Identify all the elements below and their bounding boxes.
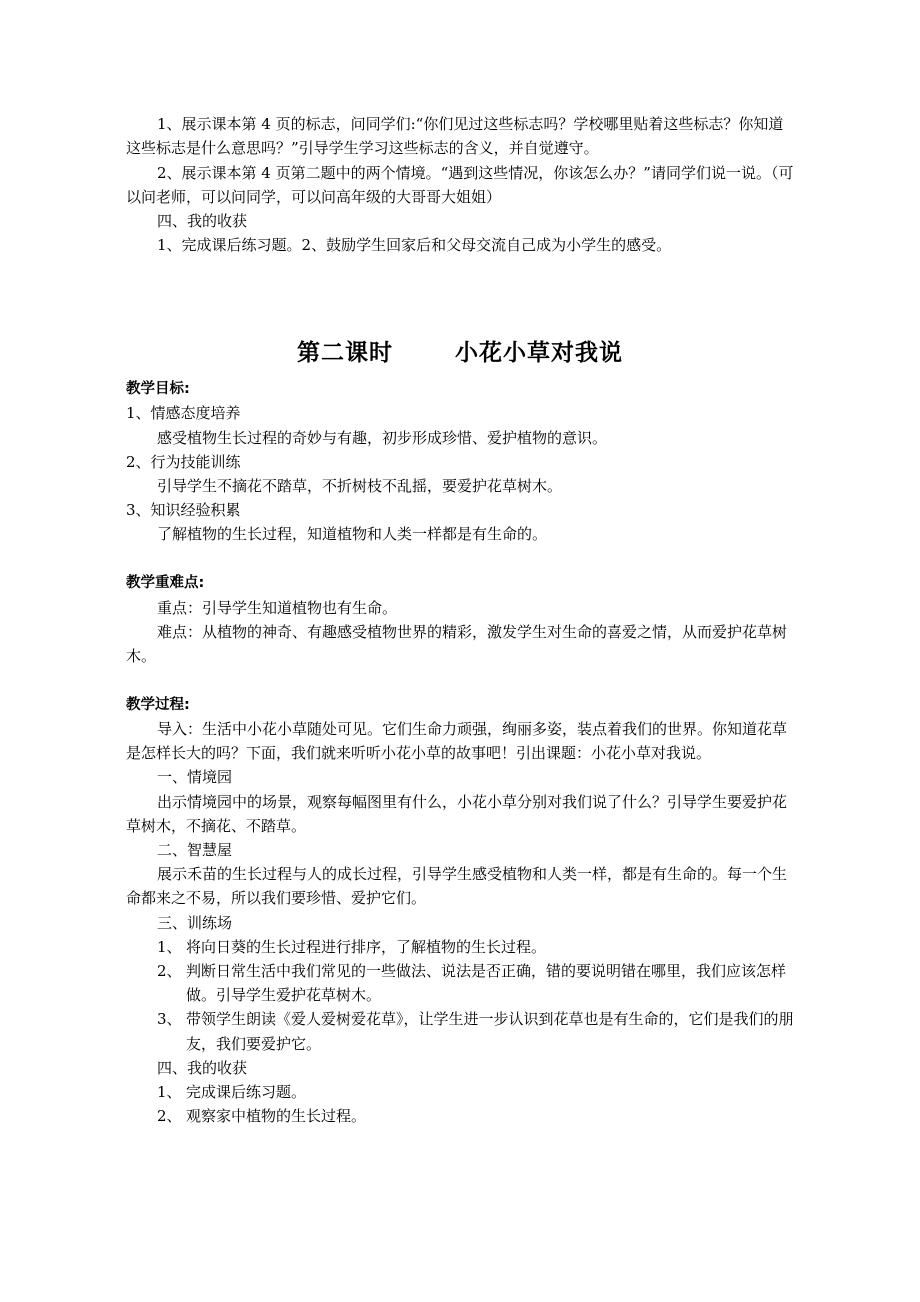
scene-garden-text-1: 出示情境园中的场景，观察每幅图里有什么，小花小草分别对我们说了什么？引导学生要爱护花 bbox=[157, 793, 788, 811]
wisdom-house-text-1: 展示禾苗的生长过程与人的成长过程，引导学生感受植物和人类一样，都是有生命的。每一个生 bbox=[157, 865, 788, 883]
goal-2-text: 引导学生不摘花不踏草，不折树枝不乱摇，要爱护花草树木。 bbox=[157, 477, 563, 495]
intro-line-1: 1、展示课本第 4 页的标志，问同学们:“你们见过这些标志吗？学校哪里贴着这些标志？你知道 bbox=[157, 115, 784, 133]
key-points-heading: 教学重难点: bbox=[126, 575, 205, 591]
key-point-difficult-2: 木。 bbox=[126, 647, 157, 665]
lesson-title-part2: 小花小草对我说 bbox=[455, 339, 623, 366]
key-point-difficult-1: 难点：从植物的神奇、有趣感受植物世界的精彩，激发学生对生命的喜爱之情，从而爱护花草树 bbox=[157, 623, 788, 641]
process-intro-2: 是怎样长大的吗？下面，我们就来听听小花小草的故事吧！引出课题：小花小草对我说。 bbox=[126, 744, 712, 762]
process-heading: 教学过程: bbox=[126, 697, 190, 713]
section-my-harvest: 四、我的收获 bbox=[157, 1059, 248, 1077]
process-intro-1: 导入：生活中小花小草随处可见。它们生命力顽强，绚丽多姿，装点着我们的世界。你知道花草 bbox=[157, 720, 788, 738]
goals-heading: 教学目标: bbox=[126, 381, 190, 397]
harvest-item-1-number: 1、 bbox=[157, 1083, 182, 1101]
training-item-2-line-1: 判断日常生活中我们常见的一些做法、说法是否正确，错的要说明错在哪里，我们应该怎样 bbox=[186, 962, 787, 980]
intro-section-harvest: 四、我的收获 bbox=[157, 212, 248, 230]
intro-line-6: 1、完成课后练习题。2、鼓励学生回家后和父母交流自己成为小学生的感受。 bbox=[157, 236, 672, 254]
goal-3-text: 了解植物的生长过程，知道植物和人类一样都是有生命的。 bbox=[157, 525, 548, 543]
training-item-1-number: 1、 bbox=[157, 938, 182, 956]
intro-line-3: 2、展示课本第 4 页第二题中的两个情境。“遇到这些情况，你该怎么办？”请同学们说一说。（可 bbox=[157, 164, 794, 182]
intro-line-2: 这些标志是什么意思吗？”引导学生学习这些标志的含义，并自觉遵守。 bbox=[126, 139, 599, 157]
goal-1-text: 感受植物生长过程的奇妙与有趣，初步形成珍惜、爱护植物的意识。 bbox=[157, 429, 608, 447]
lesson-title-part1: 第二课时 bbox=[297, 339, 393, 366]
training-item-1: 将向日葵的生长过程进行排序，了解植物的生长过程。 bbox=[186, 938, 547, 956]
training-item-3-line-1: 带领学生朗读《爱人爱树爱花草》，让学生进一步认识到花草也是有生命的，它们是我们的朋 bbox=[186, 1010, 794, 1028]
training-item-3-number: 3、 bbox=[157, 1010, 182, 1028]
training-item-2-number: 2、 bbox=[157, 962, 182, 980]
wisdom-house-text-2: 命都来之不易，所以我们要珍惜、爱护它们。 bbox=[126, 889, 427, 907]
goal-3-label: 3、知识经验积累 bbox=[126, 501, 241, 519]
harvest-item-2-number: 2、 bbox=[157, 1107, 182, 1125]
section-training-ground: 三、训练场 bbox=[157, 914, 233, 932]
intro-line-4: 以问老师，可以问同学，可以问高年级的大哥哥大姐姐） bbox=[126, 188, 502, 206]
training-item-3-line-2: 友，我们要爱护它。 bbox=[186, 1035, 322, 1053]
section-wisdom-house: 二、智慧屋 bbox=[157, 841, 233, 859]
lesson-title bbox=[0, 337, 920, 369]
goal-2-label: 2、行为技能训练 bbox=[126, 453, 241, 471]
key-point-main: 重点：引导学生知道植物也有生命。 bbox=[157, 599, 398, 617]
harvest-item-1: 完成课后练习题。 bbox=[186, 1083, 307, 1101]
goal-1-label: 1、情感态度培养 bbox=[126, 404, 241, 422]
scene-garden-text-2: 草树木，不摘花、不踏草。 bbox=[126, 817, 307, 835]
harvest-item-2: 观察家中植物的生长过程。 bbox=[186, 1107, 367, 1125]
training-item-2-line-2: 做。引导学生爱护花草树木。 bbox=[186, 986, 382, 1004]
section-scene-garden: 一、情境园 bbox=[157, 768, 233, 786]
